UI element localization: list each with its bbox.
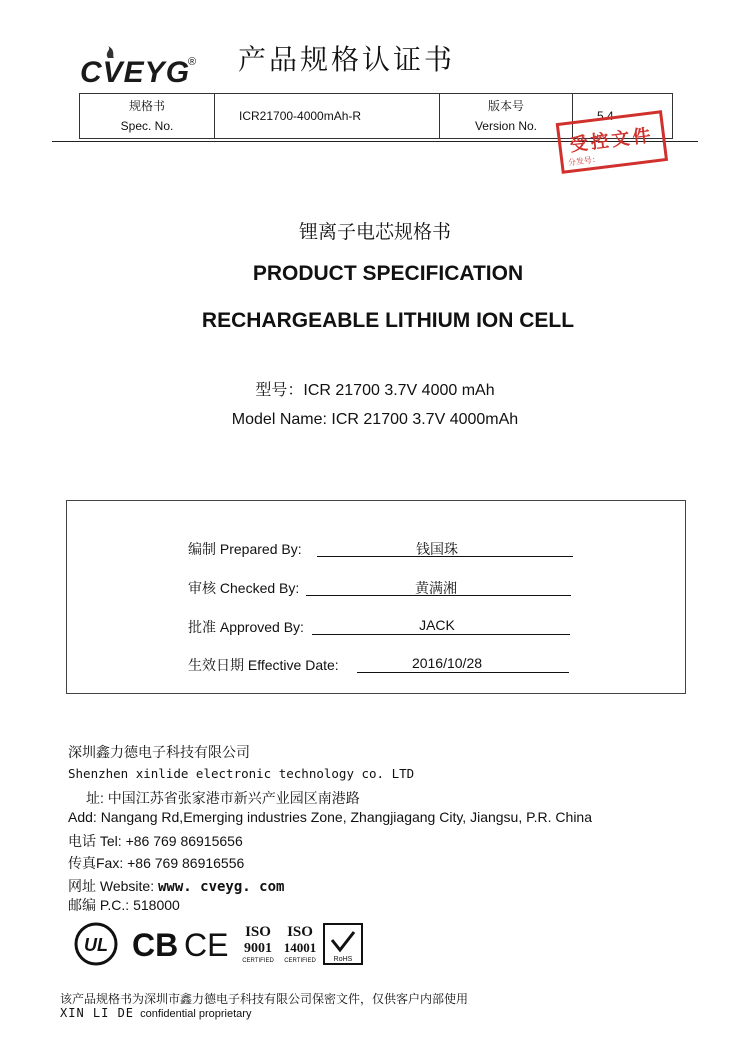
tel-value: Tel: +86 769 86915656 <box>99 833 243 849</box>
approved-line <box>312 634 570 635</box>
spec-label-en: Spec. No. <box>120 119 174 133</box>
spec-value: ICR21700-4000mAh-R <box>215 94 440 139</box>
confidential-proprietary-text: confidential proprietary <box>140 1008 252 1020</box>
prepared-label: 编制 Prepared By: <box>188 541 302 557</box>
effective-date-value: 2016/10/28 <box>411 655 483 671</box>
website <box>68 876 284 896</box>
certification-logos <box>72 920 372 970</box>
version-label-en: Version No. <box>474 119 538 133</box>
registered-mark: ® <box>188 56 197 68</box>
company-name-en: Shenzhen xinlide electronic technology co. LTD <box>68 766 415 781</box>
iso-14001-num: 14001 <box>283 940 317 955</box>
prepared-value: 钱国珠 <box>416 541 458 557</box>
address-en: Add: Nangang Rd,Emerging industries Zone, Zhangjiagang City, Jiangsu, P.R. China <box>68 809 593 825</box>
confidential-notice-en <box>60 1006 251 1020</box>
model-en: Model Name: ICR 21700 3.7V 4000mAh <box>231 411 519 428</box>
company-name-cn: 深圳鑫力德电子科技有限公司 <box>68 744 250 760</box>
title-cn: 锂离子电芯规格书 <box>298 221 451 243</box>
spec-label-cell <box>80 94 215 139</box>
rohs-text: RoHS <box>333 956 353 963</box>
xinlide-text: XIN LI DE <box>60 1006 135 1020</box>
cb-logo-icon: CB <box>132 927 179 963</box>
tel-label: 电话 <box>68 833 96 849</box>
iso-9001-top: ISO <box>245 924 271 940</box>
model-cn: 型号：ICR 21700 3.7V 4000 mAh <box>255 382 495 399</box>
pc-label: 邮编 P.C.: <box>68 897 130 913</box>
iso-14001-sub: CERTIFIED <box>284 958 316 964</box>
checked-label: 审核 Checked By: <box>188 580 300 596</box>
postal-code <box>68 895 180 915</box>
rohs-logo-icon <box>324 924 362 964</box>
website-value: www. cveyg. com <box>158 879 285 895</box>
title-rechargeable-cell: RECHARGEABLE LITHIUM ION CELL <box>201 309 575 332</box>
effective-date-line <box>357 672 569 673</box>
confidential-notice-cn: 该产品规格书为深圳市鑫力德电子科技有限公司保密文件，仅供客户内部使用 <box>60 992 469 1006</box>
address-cn: 址: 中国江苏省张家港市新兴产业园区南港路 <box>86 790 360 806</box>
version-label-cell <box>440 94 573 139</box>
approved-label: 批准 Approved By: <box>188 619 304 635</box>
logo-text: CVEYG <box>80 56 191 89</box>
approved-value: JACK <box>419 617 455 633</box>
spec-label-cn: 规格书 <box>128 99 165 113</box>
ce-logo-icon: CE <box>184 927 229 963</box>
stamp-small-text: 分发号： <box>567 154 601 168</box>
iso-14001-top: ISO <box>287 924 313 940</box>
page-title: 产品规格认证书 <box>238 43 456 76</box>
iso-9001-sub: CERTIFIED <box>242 958 274 964</box>
controlled-document-stamp <box>553 105 672 180</box>
iso-9001-num: 9001 <box>244 941 272 956</box>
version-label-cn: 版本号 <box>487 99 524 113</box>
pc-value: 518000 <box>133 897 180 913</box>
title-product-specification: PRODUCT SPECIFICATION <box>252 262 524 285</box>
stamp-text: 受控文件 <box>568 124 655 157</box>
iso-9001-logo-icon <box>242 924 274 964</box>
telephone <box>68 831 243 851</box>
version-value: 5.4 <box>573 94 673 139</box>
fax <box>68 853 244 873</box>
website-label: 网址 Website: <box>68 878 155 894</box>
effective-date-label: 生效日期 Effective Date: <box>188 657 339 673</box>
fax-value: Fax: +86 769 86916556 <box>96 855 245 871</box>
iso-14001-logo-icon <box>284 924 317 964</box>
ul-text: UL <box>84 935 108 955</box>
fax-label: 传真 <box>68 855 96 871</box>
ul-logo-icon <box>76 924 116 964</box>
checked-value: 黄满湘 <box>415 580 457 596</box>
